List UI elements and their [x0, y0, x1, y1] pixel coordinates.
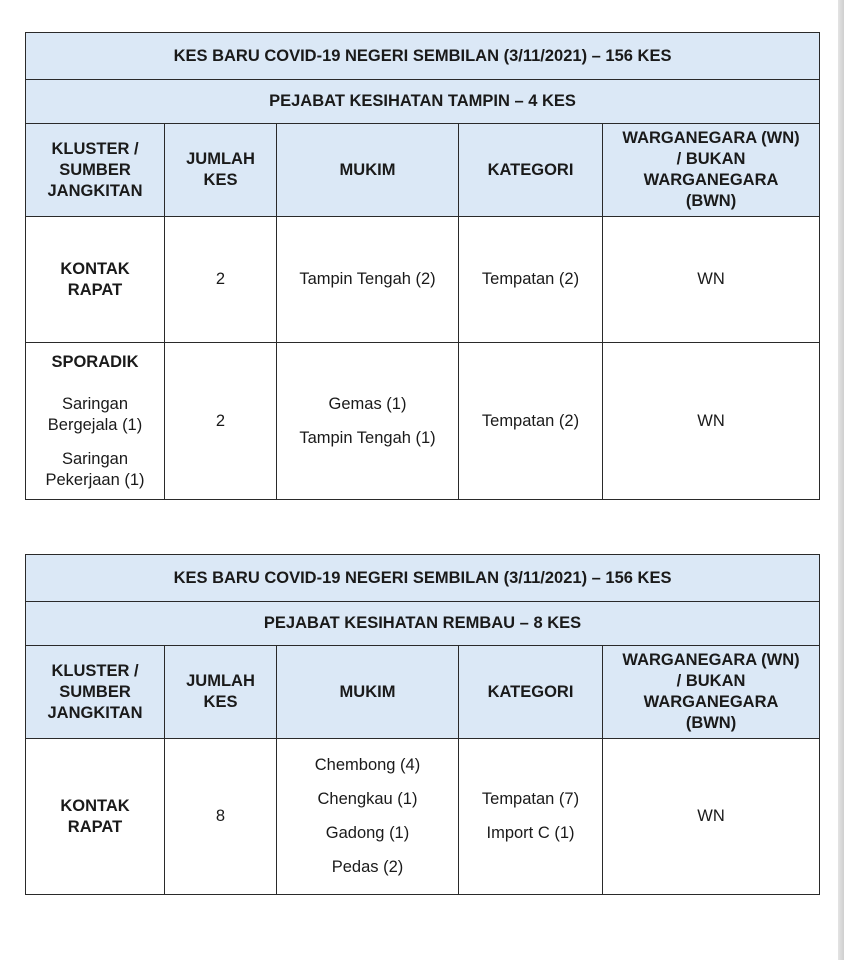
table-row: [26, 739, 820, 895]
wn-cell: WN: [603, 217, 820, 343]
header-jumlah-line: KES: [203, 171, 238, 189]
header-cluster-line: JANGKITAN: [47, 181, 143, 200]
header-jumlah-line: JUMLAH: [186, 150, 255, 168]
column-header-row: [26, 124, 820, 217]
office-row: [26, 80, 820, 124]
table-title-row: [26, 555, 820, 602]
office-title: PEJABAT KESIHATAN TAMPIN – 4 KES: [26, 80, 820, 124]
kategori-cell: [459, 739, 603, 895]
page-edge: [838, 0, 844, 960]
cluster-sub-line: Pekerjaan (1): [45, 470, 145, 489]
header-wn-line: (BWN): [685, 192, 737, 210]
column-header-row: [26, 646, 820, 739]
header-warganegara: [603, 646, 820, 739]
header-kategori: KATEGORI: [459, 124, 603, 217]
table-row: [26, 217, 820, 343]
mukim-line: Chembong (4): [314, 756, 421, 774]
office-row: [26, 602, 820, 646]
jumlah-cell: 8: [165, 739, 277, 895]
header-wn-line: (BWN): [685, 714, 737, 732]
mukim-line: Pedas (2): [331, 858, 404, 876]
header-warganegara: [603, 124, 820, 217]
mukim-cell: [277, 739, 459, 895]
header-cluster-line: KLUSTER /: [51, 139, 139, 158]
office-title: PEJABAT KESIHATAN REMBAU – 8 KES: [26, 602, 820, 646]
header-wn-line: / BUKAN: [676, 150, 746, 168]
cluster-cell: [26, 739, 165, 895]
cluster-title: SPORADIK: [51, 352, 139, 371]
table-row: [26, 343, 820, 500]
mukim-line: Chengkau (1): [317, 790, 418, 808]
cluster-line: KONTAK: [60, 259, 130, 278]
kategori-line: Import C (1): [486, 824, 575, 842]
kategori-cell: [459, 343, 603, 500]
cluster-line: RAPAT: [67, 280, 123, 299]
header-jumlah-line: JUMLAH: [186, 672, 255, 690]
mukim-line: Gemas (1): [328, 394, 407, 413]
header-jumlah-line: KES: [203, 693, 238, 711]
wn-cell: WN: [603, 343, 820, 500]
table-title: KES BARU COVID-19 NEGERI SEMBILAN (3/11/2021) – 156 KES: [26, 33, 820, 80]
header-cluster-line: KLUSTER /: [51, 661, 139, 680]
header-cluster: [26, 124, 165, 217]
header-kategori: KATEGORI: [459, 646, 603, 739]
mukim-cell: [277, 343, 459, 500]
cluster-line: KONTAK: [60, 796, 130, 815]
wn-cell: WN: [603, 739, 820, 895]
mukim-line: Tampin Tengah (2): [299, 270, 436, 288]
cluster-line: RAPAT: [67, 817, 123, 836]
kategori-line: Tempatan (7): [481, 790, 580, 808]
header-jumlah: [165, 124, 277, 217]
kategori-line: Tempatan (2): [481, 270, 580, 288]
cluster-sub-line: Bergejala (1): [47, 415, 143, 434]
header-jumlah: [165, 646, 277, 739]
rembau-cases-table: [25, 554, 820, 895]
mukim-line: Tampin Tengah (1): [299, 428, 436, 447]
cluster-sub-line: Saringan: [61, 449, 129, 468]
jumlah-cell: 2: [165, 343, 277, 500]
header-wn-line: WARGANEGARA: [643, 693, 779, 711]
kategori-cell: [459, 217, 603, 343]
mukim-cell: [277, 217, 459, 343]
header-cluster-line: JANGKITAN: [47, 703, 143, 722]
header-cluster-line: SUMBER: [59, 682, 131, 701]
header-wn-line: WARGANEGARA (WN): [622, 651, 800, 669]
cluster-cell: [26, 217, 165, 343]
header-wn-line: WARGANEGARA: [643, 171, 779, 189]
mukim-line: Gadong (1): [325, 824, 410, 842]
cluster-cell: [26, 343, 165, 500]
header-wn-line: WARGANEGARA (WN): [622, 129, 800, 147]
table-title-row: [26, 33, 820, 80]
table-title: KES BARU COVID-19 NEGERI SEMBILAN (3/11/2021) – 156 KES: [26, 555, 820, 602]
tampin-cases-table: [25, 32, 820, 500]
header-cluster-line: SUMBER: [59, 160, 131, 179]
header-mukim: MUKIM: [277, 124, 459, 217]
kategori-line: Tempatan (2): [481, 411, 580, 430]
header-mukim: MUKIM: [277, 646, 459, 739]
header-wn-line: / BUKAN: [676, 672, 746, 690]
header-cluster: [26, 646, 165, 739]
cluster-sub-line: Saringan: [61, 394, 129, 413]
jumlah-cell: 2: [165, 217, 277, 343]
